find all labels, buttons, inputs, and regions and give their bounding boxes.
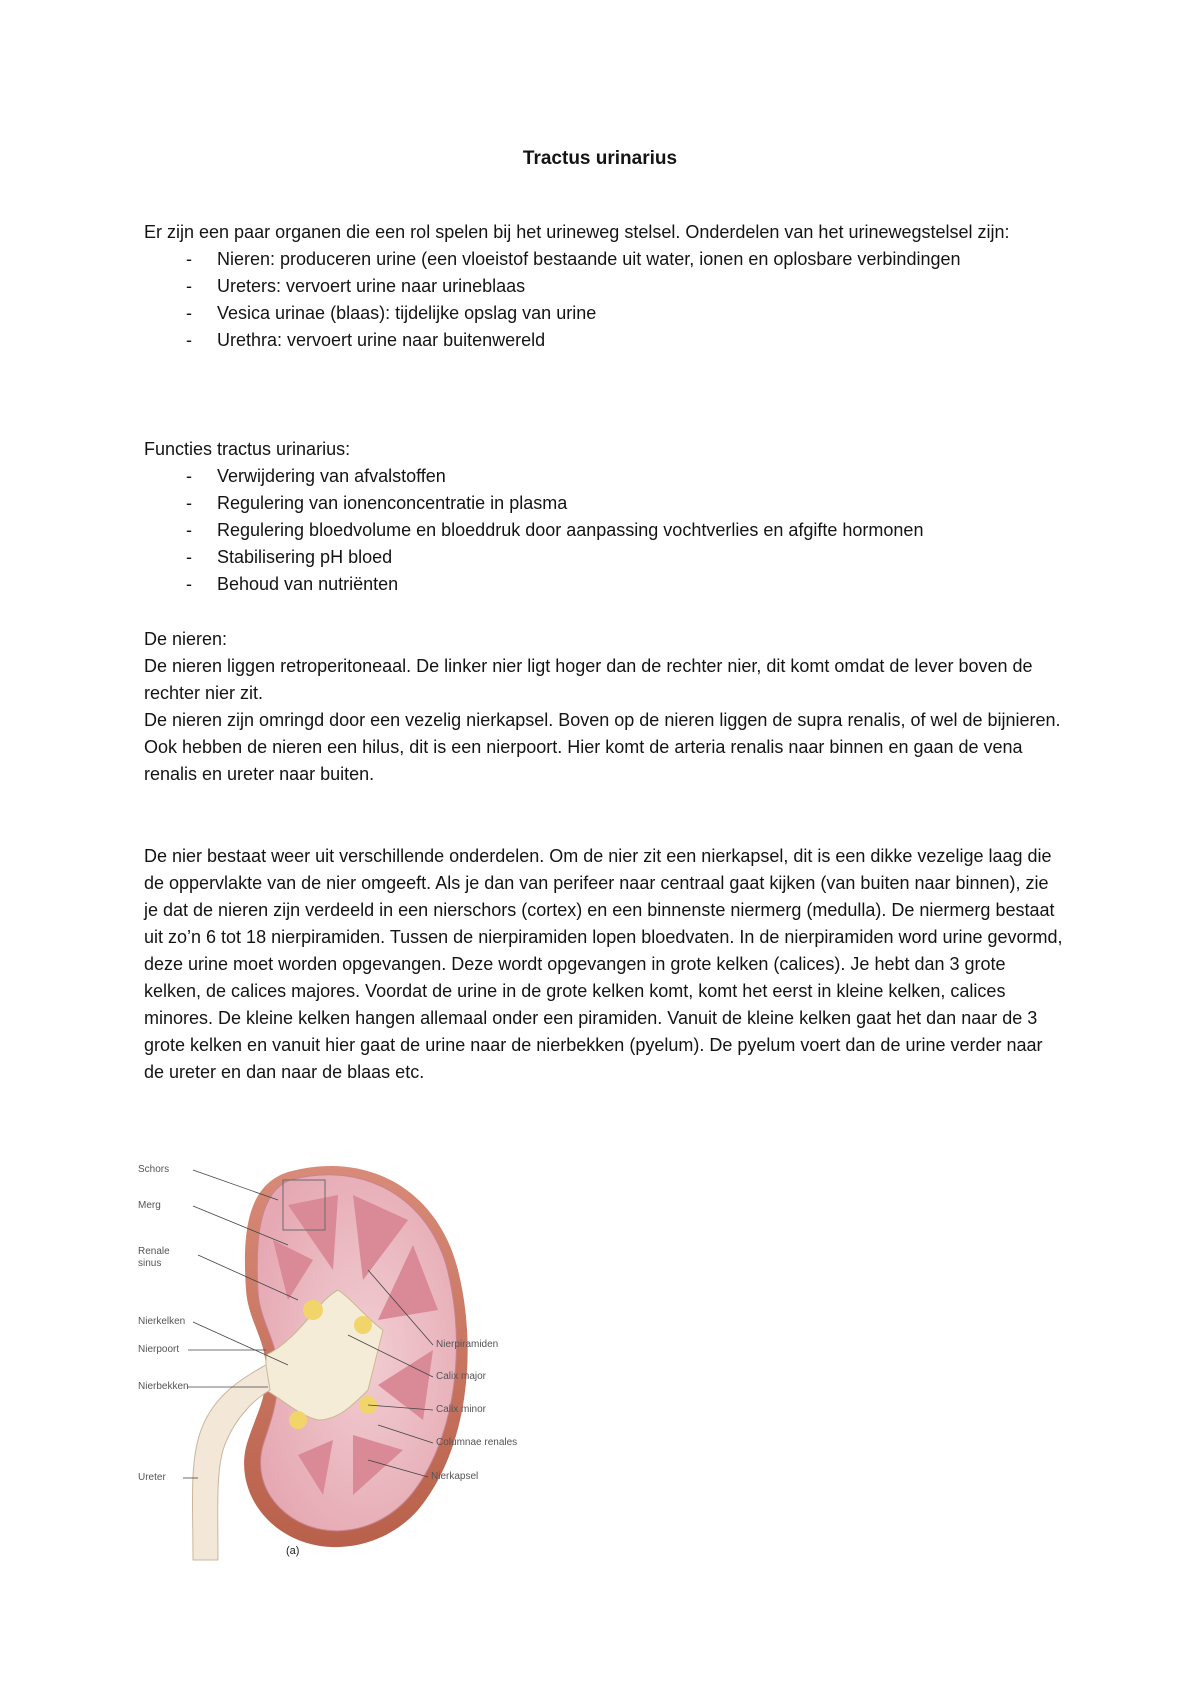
figure-label: Calix major <box>436 1371 487 1382</box>
figure-label: Nierbekken <box>138 1381 189 1392</box>
figure-label: Nierpiramiden <box>436 1339 499 1350</box>
list-item: - Stabilisering pH bloed <box>186 547 393 567</box>
parts-list <box>144 246 1064 354</box>
structure-paragraph: De nier bestaat weer uit verschillende onderdelen. Om de nier zit een nierkapsel, dit is een dikke vezelige laag die de oppervlakte van de nier omgeeft. Als je dan van perifeer naar centraal gaat kijken (van buiten naar binnen), zie je dat de nieren zijn verdeeld in een nierschors (cortex) en een binnenste niermerg (medulla). De niermerg bestaat uit zo’n 6 tot 18 nierpiramiden. Tussen de nierpiramiden lopen bloedvaten. In de nierpiramiden word urine gevormd, deze urine moet worden opgevangen. Deze wordt opgevangen in grote kelken (calices). Je hebt dan 3 grote kelken, de calices majores. Voordat de urine in de grote kelken komt, komt het eerst in kleine kelken, calices minores. De kleine kelken hangen allemaal onder een piramiden. Vanuit de kleine kelken gaat het dan naar de 3 grote kelken en vanuit hier gaat de urine naar de nierbekken (pyelum). De pyelum voert dan de urine verder naar de ureter en dan naar de blaas etc. <box>144 846 1063 1082</box>
kidneys-paragraph: Ook hebben de nieren een hilus, dit is een nierpoort. Hier komt de arteria renalis naar binnen en gaan de vena renalis en ureter naar buiten. <box>144 737 1023 784</box>
list-item: - Verwijdering van afvalstoffen <box>186 466 446 486</box>
structure-section <box>144 843 1064 1086</box>
kidney-diagram <box>138 1150 538 1565</box>
kidney-illustration <box>138 1150 538 1565</box>
figure-label: Schors <box>138 1164 170 1175</box>
figure-label: Nierkelken <box>138 1316 186 1327</box>
kidneys-heading: De nieren: <box>144 629 228 649</box>
figure-label: Nierpoort <box>138 1344 180 1355</box>
list-item: - Ureters: vervoert urine naar urineblaas <box>186 276 526 296</box>
figure-label: Renale sinus <box>138 1246 170 1269</box>
list-item: - Urethra: vervoert urine naar buitenwereld <box>186 330 546 350</box>
kidneys-paragraph: De nieren zijn omringd door een vezelig nierkapsel. Boven op de nieren liggen de supra renalis, of wel de bijnieren. <box>144 710 1061 730</box>
kidneys-section <box>144 626 1064 788</box>
list-item: - Behoud van nutriënten <box>186 574 399 594</box>
intro-section <box>144 219 1064 354</box>
figure-label: Calix minor <box>436 1404 487 1415</box>
document-title: Tractus urinarius <box>522 148 678 169</box>
functions-heading: Functies tractus urinarius: <box>144 439 351 459</box>
figure-caption: (a) <box>286 1545 300 1557</box>
figure-label: Nierkapsel <box>431 1471 479 1482</box>
list-item: - Regulering bloedvolume en bloeddruk door aanpassing vochtverlies en afgifte hormonen <box>186 520 924 540</box>
intro-paragraph: Er zijn een paar organen die een rol spelen bij het urineweg stelsel. Onderdelen van het urinewegstelsel zijn: <box>144 222 1010 242</box>
functions-list <box>144 463 1064 598</box>
kidneys-paragraph: De nieren liggen retroperitoneaal. De linker nier ligt hoger dan de rechter nier, dit komt omdat de lever boven de rechter nier zit. <box>144 656 1033 703</box>
list-item: - Vesica urinae (blaas): tijdelijke opslag van urine <box>186 303 597 323</box>
list-item: - Nieren: produceren urine (een vloeistof bestaande uit water, ionen en oplosbare verbindingen <box>186 249 961 269</box>
figure-label: Columnae renales <box>436 1437 518 1448</box>
figure-label: Ureter <box>138 1472 166 1483</box>
figure-label: Merg <box>138 1200 161 1211</box>
functions-section <box>144 436 1064 598</box>
list-item: - Regulering van ionenconcentratie in plasma <box>186 493 568 513</box>
